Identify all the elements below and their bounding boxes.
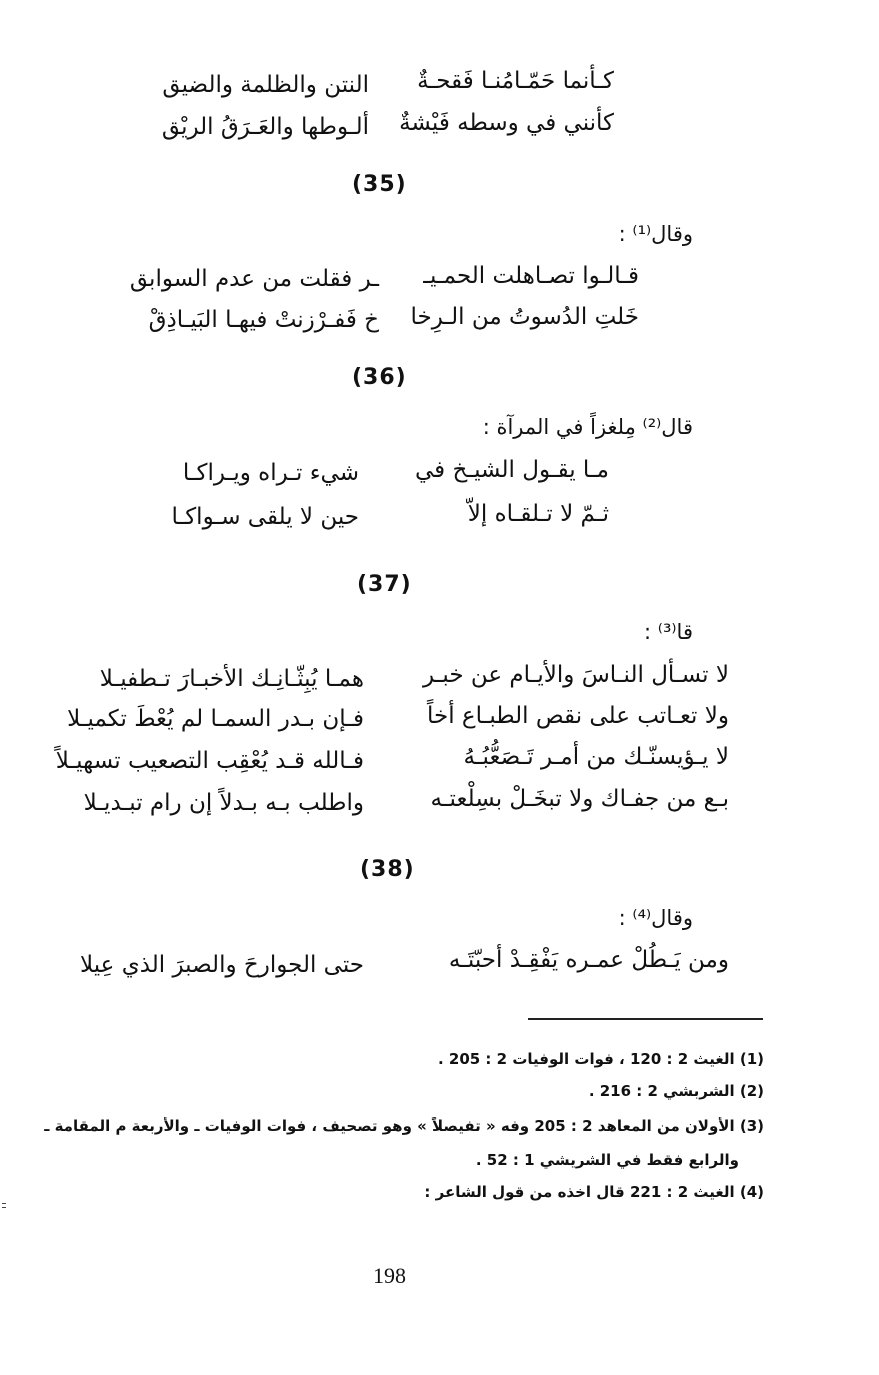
footnote: (3) الأولان من المعاهد 2 : 205 وفه « تفيصلاً » وهو تصحيف ، فوات الوفيات ـ والأربعة م المقامة ـ — [44, 1117, 764, 1135]
footnote: (2) الشربشي 2 : 216 . — [588, 1082, 764, 1100]
verse-right: مـا يقـول الشيـخ في — [415, 457, 609, 483]
verse-right: خَلتِ الدُسوتُ من الـرِخا — [410, 304, 639, 330]
poem-intro: وقال⁽⁴⁾ : — [618, 906, 693, 930]
verse-right: قـالـوا تصـاهلت الحمـيـ — [423, 263, 639, 289]
page-number: 198 — [373, 1263, 406, 1288]
verse-left: خ فَفـرْزنتْ فيهـا البَيـاذِقْ — [148, 307, 379, 333]
verse-left: ألـوطها والعَـرَقُ الريْق — [161, 114, 369, 140]
poem-number: (35) — [352, 172, 407, 197]
verse-right: كأنني في وسطه فَيْشةٌ — [399, 110, 614, 136]
verse-right: لا يـؤيسنّـك من أمـر تَـصَعُّبُـهُ — [463, 744, 729, 770]
verse-right: لا تسـأل النـاسَ والأيـام عن خبـر — [422, 662, 729, 688]
footnote: (4) الغيث 2 : 221 قال اخذه من قول الشاعر : — [424, 1183, 764, 1201]
poem-number: (36) — [352, 365, 407, 390]
poem-intro: قال⁽²⁾ مِلغزاً في المرآة : — [482, 415, 693, 439]
footnote: (1) الغيث 2 : 120 ، فوات الوفيات 2 : 205 . — [437, 1050, 764, 1068]
verse-left: ـر فقلت من عدم السوابق — [129, 266, 379, 292]
verse-left: حتى الجوارحَ والصبرَ الذي عِيلا — [80, 952, 364, 978]
poem-intro: قا⁽³⁾ : — [644, 620, 693, 644]
verse-left: حين لا يلقى سـواكـا — [171, 504, 359, 530]
verse-right: ثـمّ لا تـلقـاه إلاّ — [467, 501, 609, 527]
poem-intro: وقال⁽¹⁾ : — [618, 222, 693, 246]
verse-left: همـا يُبِثّـانِـك الأخبـارَ تـطفيـلا — [99, 666, 364, 692]
footnote: والرابع فقط في الشريشي 1 : 52 . — [475, 1151, 739, 1169]
verse-right: ولا تعـاتب على نقص الطبـاع أخاً — [426, 703, 729, 729]
verse-left: شيء تـراه ويـراكـا — [182, 460, 359, 486]
scan-mark — [2, 1203, 6, 1204]
verse-left: واطلب بـه بـدلاً إن رام تبـديـلا — [83, 790, 364, 816]
footnote-separator — [528, 1018, 763, 1020]
verse-left: فـالله قـد يُعْقِب التصعيب تسهيـلاً — [55, 748, 364, 774]
verse-right: بـع من جفـاك ولا تبخَـلْ بسِلْعتـه — [430, 786, 729, 812]
verse-right: ومن يَـطُلْ عمـره يَفْقِـدْ أحبّتَـه — [448, 947, 729, 973]
poem-number: (37) — [357, 572, 412, 597]
verse-left: فـإن بـدر السمـا لم يُعْطَ تكميـلا — [67, 706, 364, 732]
scan-mark — [2, 1207, 6, 1208]
verse-left: النتن والظلمة والضيق — [162, 72, 369, 98]
poem-number: (38) — [360, 857, 415, 882]
verse-right: كـأنما حَمّـامُنـا فَقحـةٌ — [417, 68, 614, 94]
